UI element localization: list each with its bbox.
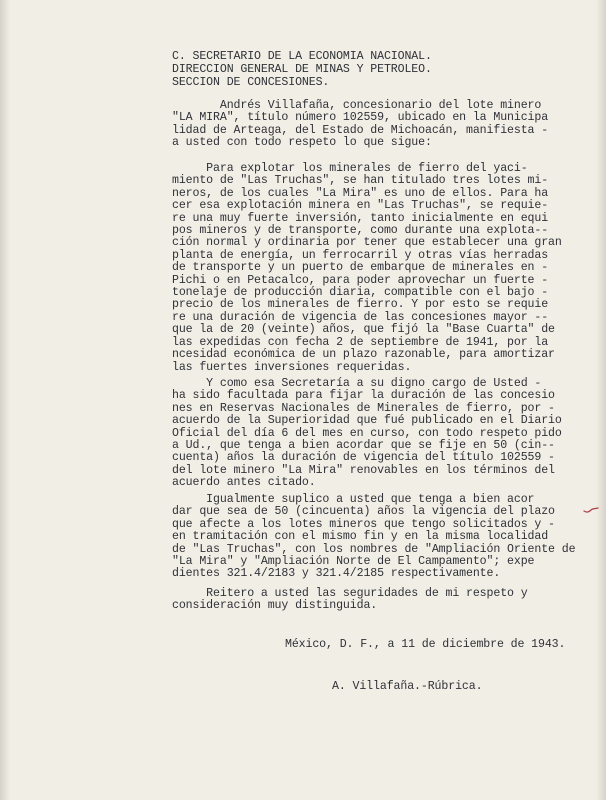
addressee-header: C. SECRETARIO DE LA ECONOMIA NACIONAL. DIRECCION GENERAL DE MINAS Y PETROLEO. SECCION DE CONCESIONES. [172, 50, 432, 89]
paragraph-solicitud-vigencia: Y como esa Secretaría a su digno cargo de Usted - ha sido facultada para fijar la duración de las concesio nes en Reservas Nacionales de Minerales de fierro, por - acuerdo de la Superioridad que fué publicado en el Diario Oficial del día 6 del mes en curso, con todo respeto pido a Ud., que tenga a bien acordar que se fije en 50 (cin-- cuenta) años la duración de vigencia del título 102559 - del lote minero "La Mira" renovables en los términos del acuerdo antes citado. [172, 377, 562, 490]
intro-paragraph: Andrés Villafaña, concesionario del lote minero "LA MIRA", título número 102559, ubicado en la Municipa lidad de Arteaga, del Estado de Michoacán, manifiesta - a usted con todo respeto lo que sigue: [172, 99, 549, 150]
signature-line: A. Villafaña.-Rúbrica. [332, 680, 483, 693]
red-ink-mark [583, 506, 599, 516]
paragraph-lotes-solicitados: Igualmente suplico a usted que tenga a bien acor dar que sea de 50 (cincuenta) años la vigencia del plazo que afecte a los lotes mineros que tengo solicitados y - en tramitación con el mismo fin y en la misma localidad de "Las Truchas", con los nombres de "Ampliación Oriente de "La Mira" y "Ampliación Norte de El Campamento"; expe dientes 321.4/2183 y 321.4/2185 respectivamente. [172, 493, 576, 581]
paragraph-explotacion: Para explotar los minerales de fierro del yaci- miento de "Las Truchas", se han titulado tres lotes mi- neros, de los cuales "La Mira" es uno de ellos. Para ha cer esa explotación minera en "Las Truchas", se requie- re una muy fuerte inversión, tanto inicialmente en equi pos mineros y de transporte, como durante una explota-- ción normal y ordinaria por tener que establecer una gran planta de energía, un ferrocarril y otras vías herradas de transporte y un puerto de embarque de minerales en - Pichi o en Petacalco, para poder aprovechar un fuerte - tonelaje de producción diaria, compatible con el bajo - precio de los minerales de fierro. Y por esto se requie re una duración de vigencia de las concesiones mayor -- que la de 20 (veinte) años, que fijó la "Base Cuarta" de las expedidas con fecha 2 de septiembre de 1941, por la ncesidad económica de un plazo razonable, para amortizar las fuertes inversiones requeridas. [172, 162, 562, 374]
page-left-edge-shadow [0, 0, 10, 800]
page-right-edge-shadow [596, 0, 606, 800]
place-and-date: México, D. F., a 11 de diciembre de 1943. [285, 638, 566, 651]
closing-paragraph: Reitero a usted las seguridades de mi respeto y consideración muy distinguida. [172, 587, 528, 613]
